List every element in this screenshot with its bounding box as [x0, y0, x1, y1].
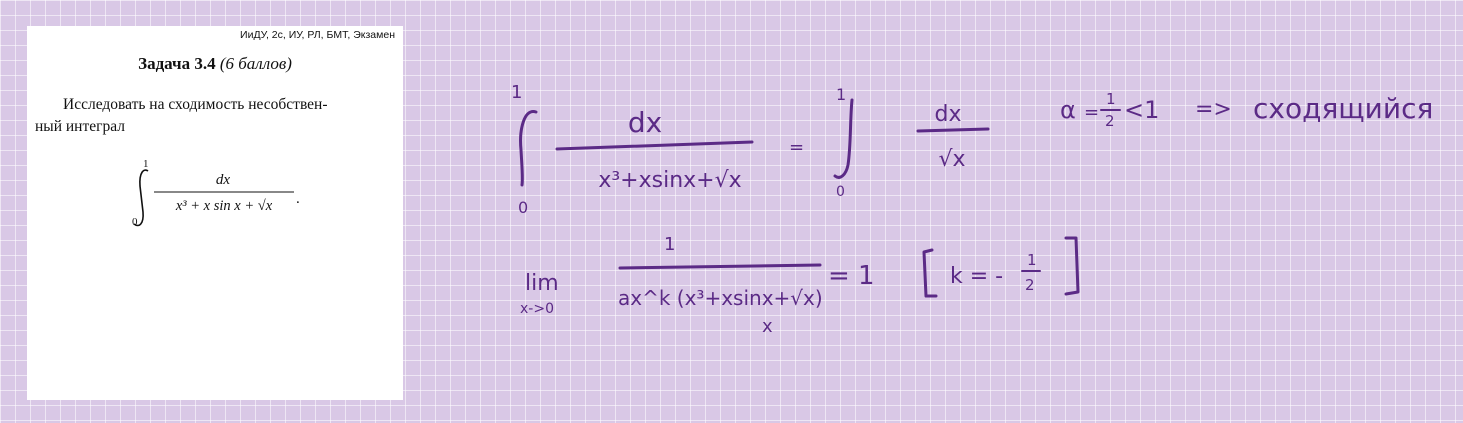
hw-limit-fraction-bar	[620, 265, 820, 268]
hw-k-value: k = -	[950, 264, 1004, 289]
task-text-line1: Исследовать на сходимость несобствен-	[63, 96, 328, 113]
hw-alpha-equals: =	[1084, 102, 1100, 123]
hw-right-bracket	[1066, 238, 1078, 294]
hw-limit-numerator: 1	[664, 234, 676, 255]
integral-upper-limit: 1	[143, 158, 149, 170]
hw-integral-sign-2	[835, 100, 852, 177]
hw-numerator-1: dx	[627, 106, 663, 139]
hw-left-bracket	[924, 250, 936, 296]
hw-fraction-bar-2	[918, 129, 988, 131]
hw-k-denominator: 2	[1025, 276, 1035, 294]
hw-upper-limit-2: 1	[836, 85, 847, 104]
hw-denominator-1: x³+xsinx+√x	[598, 168, 742, 193]
hw-implies-arrow: =>	[1195, 97, 1232, 122]
integral-denominator: x³ + x sin x + √x	[175, 198, 273, 214]
hw-conclusion: сходящийся	[1253, 92, 1434, 125]
hw-lower-limit-1: 0	[518, 198, 529, 217]
integral-period: .	[296, 191, 300, 207]
task-text-line2: ный интеграл	[35, 118, 125, 135]
hw-equals-1: =	[789, 137, 805, 158]
hw-denominator-2: √x	[938, 147, 966, 172]
integral-numerator: dx	[215, 172, 231, 188]
course-line: ИиДУ, 2с, ИУ, РЛ, БМТ, Экзамен	[240, 29, 395, 41]
hw-alpha: α	[1060, 96, 1076, 124]
hw-k-numerator: 1	[1027, 251, 1037, 269]
hw-half-denominator: 2	[1105, 112, 1115, 130]
hw-lim: lim	[525, 271, 559, 296]
integral-lower-limit: 0	[132, 216, 138, 228]
task-points: (6 баллов)	[219, 54, 292, 73]
hw-lim-subscript: x->0	[520, 301, 554, 317]
hw-upper-limit-1: 1	[511, 82, 523, 103]
hw-integral-sign-1	[521, 112, 536, 185]
hw-limit-denominator: ax^k (x³+xsinx+√x)	[618, 286, 823, 310]
hw-equals-one: = 1	[828, 261, 875, 291]
hw-less-than-one: <1	[1124, 96, 1160, 124]
hw-lower-limit-2: 0	[836, 184, 845, 200]
hw-numerator-2: dx	[934, 102, 962, 127]
task-label: Задача 3.4	[138, 54, 216, 73]
hw-half-numerator: 1	[1106, 90, 1116, 108]
hw-under-note: x	[762, 316, 773, 337]
hw-fraction-bar-1	[557, 142, 752, 149]
